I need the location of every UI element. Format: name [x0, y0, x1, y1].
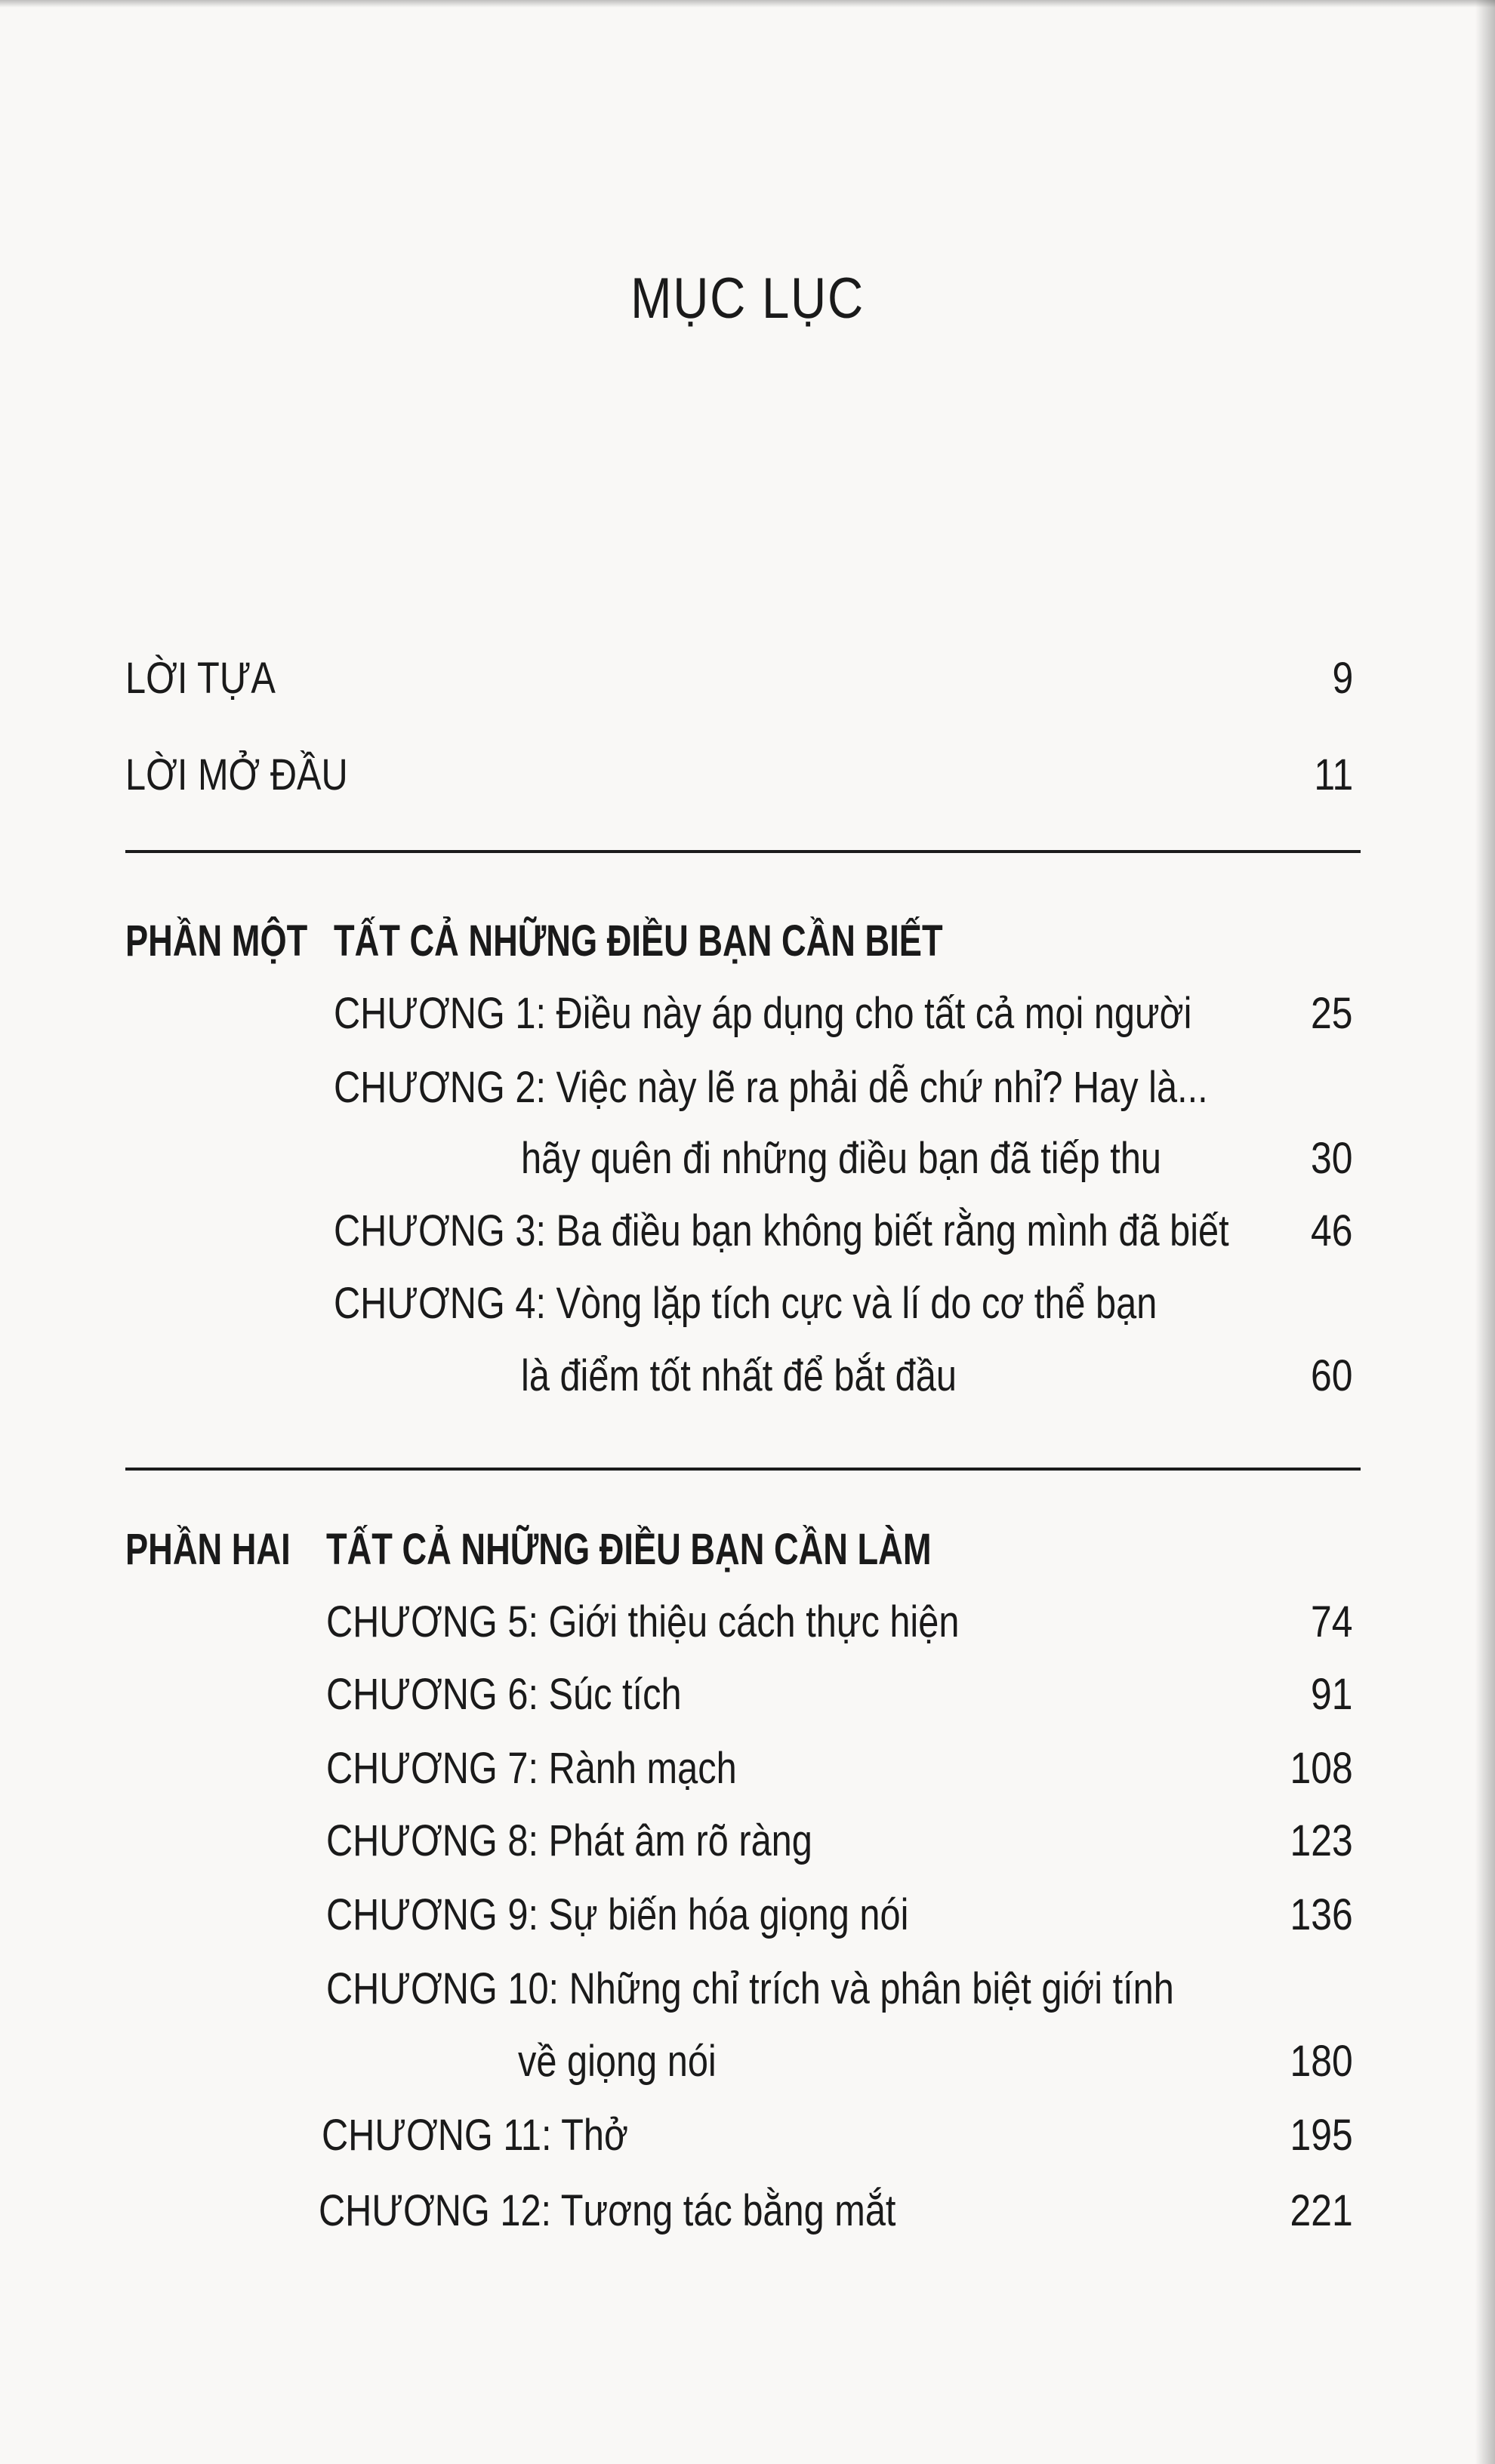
- toc-page-introduction: 11: [1314, 750, 1353, 799]
- part-one-title: TẤT CẢ NHỮNG ĐIỀU BẠN CẦN BIẾT: [334, 916, 943, 966]
- section-divider: [125, 1468, 1361, 1471]
- chapter-5-page: 74: [1311, 1597, 1353, 1646]
- part-two-title: TẤT CẢ NHỮNG ĐIỀU BẠN CẦN LÀM: [326, 1525, 932, 1574]
- toc-title: MỤC LỤC: [630, 266, 865, 331]
- chapter-2-title-continued: hãy quên đi những điều bạn đã tiếp thu: [521, 1134, 1162, 1183]
- chapter-7-page: 108: [1290, 1744, 1353, 1793]
- chapter-7-title: CHƯƠNG 7: Rành mạch: [326, 1744, 737, 1793]
- toc-entry-preface: LỜI TỰA: [125, 654, 276, 703]
- chapter-8-title: CHƯƠNG 8: Phát âm rõ ràng: [326, 1816, 812, 1865]
- part-two-label: PHẦN HAI: [125, 1525, 291, 1574]
- chapter-12-page: 221: [1290, 2186, 1353, 2235]
- chapter-1-title: CHƯƠNG 1: Điều này áp dụng cho tất cả mọi người: [334, 989, 1192, 1038]
- chapter-12-title: CHƯƠNG 12: Tương tác bằng mắt: [319, 2186, 896, 2235]
- chapter-4-title: CHƯƠNG 4: Vòng lặp tích cực và lí do cơ thể bạn: [334, 1279, 1157, 1328]
- chapter-3-page: 46: [1311, 1206, 1353, 1255]
- toc-page-preface: 9: [1332, 654, 1353, 703]
- chapter-1-page: 25: [1311, 989, 1353, 1038]
- chapter-9-title: CHƯƠNG 9: Sự biến hóa giọng nói: [326, 1890, 909, 1939]
- part-one-label: PHẦN MỘT: [125, 916, 308, 966]
- toc-entry-introduction: LỜI MỞ ĐẦU: [125, 750, 348, 799]
- chapter-5-title: CHƯƠNG 5: Giới thiệu cách thực hiện: [326, 1597, 960, 1646]
- chapter-8-page: 123: [1290, 1816, 1353, 1865]
- chapter-4-title-continued: là điểm tốt nhất để bắt đầu: [521, 1351, 957, 1400]
- chapter-10-title-continued: về giọng nói: [518, 2037, 717, 2086]
- page-top-shadow: [0, 0, 1495, 8]
- chapter-2-page: 30: [1311, 1134, 1353, 1183]
- chapter-11-page: 195: [1290, 2111, 1353, 2160]
- chapter-2-title: CHƯƠNG 2: Việc này lẽ ra phải dễ chứ nhỉ? Hay là...: [334, 1063, 1208, 1112]
- page-edge-shadow: [1475, 0, 1495, 2464]
- chapter-3-title: CHƯƠNG 3: Ba điều bạn không biết rằng mình đã biết: [334, 1206, 1229, 1255]
- section-divider: [125, 850, 1361, 853]
- chapter-6-page: 91: [1311, 1670, 1353, 1719]
- chapter-10-title: CHƯƠNG 10: Những chỉ trích và phân biệt giới tính: [326, 1964, 1174, 2013]
- chapter-11-title: CHƯƠNG 11: Thở: [322, 2111, 628, 2160]
- chapter-6-title: CHƯƠNG 6: Súc tích: [326, 1670, 682, 1719]
- chapter-9-page: 136: [1290, 1890, 1353, 1939]
- chapter-4-page: 60: [1311, 1351, 1353, 1400]
- chapter-10-page: 180: [1290, 2037, 1353, 2086]
